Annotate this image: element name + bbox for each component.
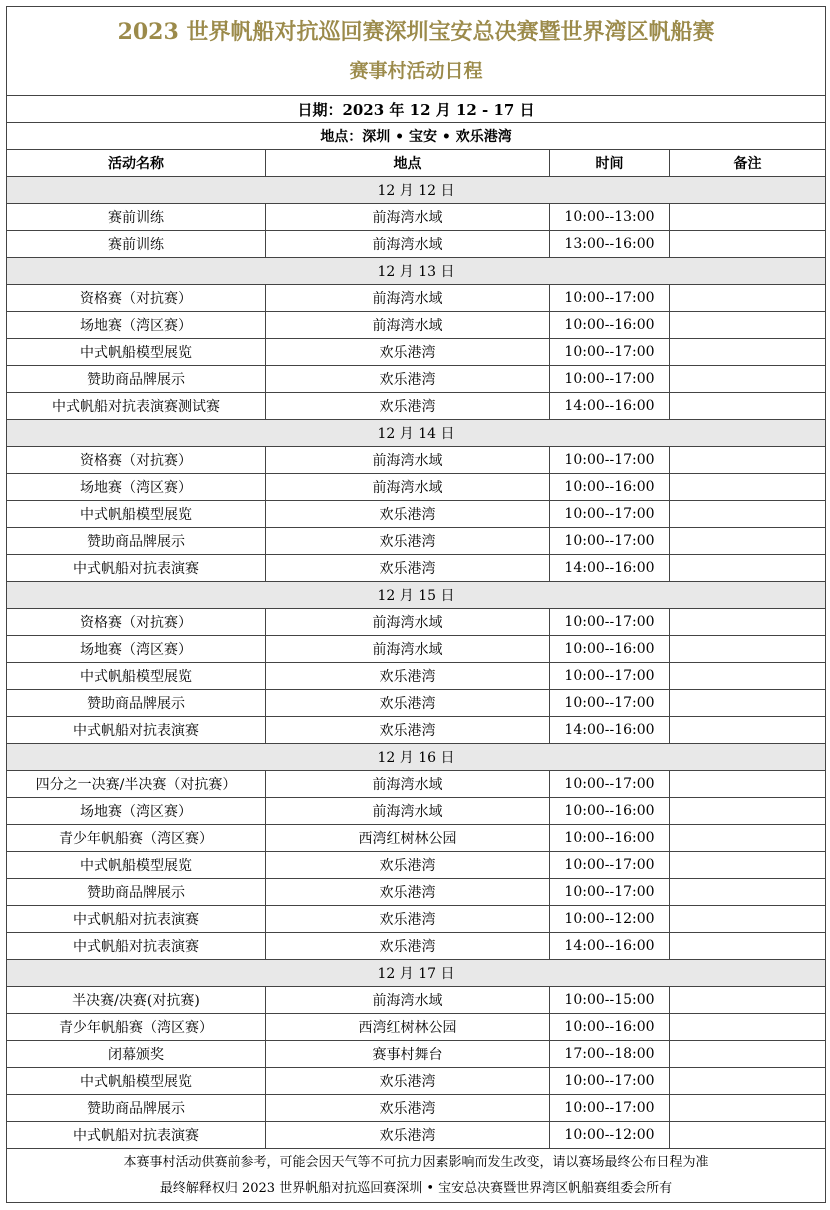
table-row bbox=[7, 339, 826, 366]
activity-name: 资格赛（对抗赛） bbox=[7, 285, 266, 312]
activity-location: 前海湾水域 bbox=[266, 231, 550, 258]
header-row bbox=[7, 150, 826, 177]
day-label: 12 月 14 日 bbox=[7, 420, 826, 447]
table-row bbox=[7, 1122, 826, 1149]
table-row bbox=[7, 663, 826, 690]
table-row bbox=[7, 285, 826, 312]
activity-time: 14:00--16:00 bbox=[550, 555, 670, 582]
activity-notes bbox=[670, 393, 826, 420]
activity-name: 青少年帆船赛（湾区赛） bbox=[7, 1014, 266, 1041]
activity-name: 半决赛/决赛(对抗赛) bbox=[7, 987, 266, 1014]
activity-location: 前海湾水域 bbox=[266, 771, 550, 798]
table-row bbox=[7, 231, 826, 258]
day-label: 12 月 16 日 bbox=[7, 744, 826, 771]
activity-location: 西湾红树林公园 bbox=[266, 1014, 550, 1041]
activity-notes bbox=[670, 771, 826, 798]
activity-name: 赞助商品牌展示 bbox=[7, 366, 266, 393]
table-row bbox=[7, 1014, 826, 1041]
table-row bbox=[7, 1041, 826, 1068]
day-row bbox=[7, 960, 826, 987]
activity-time: 13:00--16:00 bbox=[550, 231, 670, 258]
activity-location: 欢乐港湾 bbox=[266, 879, 550, 906]
activity-time: 10:00--13:00 bbox=[550, 204, 670, 231]
activity-notes bbox=[670, 987, 826, 1014]
activity-time: 10:00--17:00 bbox=[550, 852, 670, 879]
activity-location: 欢乐港湾 bbox=[266, 663, 550, 690]
table-row bbox=[7, 825, 826, 852]
title-cell bbox=[7, 7, 826, 96]
title-row bbox=[7, 7, 826, 96]
table-row bbox=[7, 879, 826, 906]
schedule-table bbox=[6, 6, 826, 1203]
activity-name: 中式帆船对抗表演赛 bbox=[7, 906, 266, 933]
activity-notes bbox=[670, 447, 826, 474]
activity-location: 前海湾水域 bbox=[266, 636, 550, 663]
activity-notes bbox=[670, 879, 826, 906]
header-location: 地点 bbox=[266, 150, 550, 177]
table-row bbox=[7, 690, 826, 717]
activity-time: 10:00--16:00 bbox=[550, 798, 670, 825]
activity-notes bbox=[670, 906, 826, 933]
activity-name: 中式帆船模型展览 bbox=[7, 1068, 266, 1095]
activity-notes bbox=[670, 1068, 826, 1095]
activity-name: 赞助商品牌展示 bbox=[7, 690, 266, 717]
day-row bbox=[7, 177, 826, 204]
activity-notes bbox=[670, 285, 826, 312]
activity-location: 前海湾水域 bbox=[266, 204, 550, 231]
activity-name: 中式帆船对抗表演赛 bbox=[7, 1122, 266, 1149]
activity-name: 闭幕颁奖 bbox=[7, 1041, 266, 1068]
activity-time: 14:00--16:00 bbox=[550, 933, 670, 960]
activity-name: 中式帆船对抗表演赛 bbox=[7, 933, 266, 960]
document-title: 2023 世界帆船对抗巡回赛深圳宝安总决赛暨世界湾区帆船赛 bbox=[117, 19, 715, 45]
activity-name: 青少年帆船赛（湾区赛） bbox=[7, 825, 266, 852]
activity-location: 欢乐港湾 bbox=[266, 933, 550, 960]
activity-notes bbox=[670, 1095, 826, 1122]
activity-time: 14:00--16:00 bbox=[550, 717, 670, 744]
activity-location: 欢乐港湾 bbox=[266, 528, 550, 555]
activity-notes bbox=[670, 204, 826, 231]
activity-location: 欢乐港湾 bbox=[266, 906, 550, 933]
activity-location: 欢乐港湾 bbox=[266, 1122, 550, 1149]
table-row bbox=[7, 1068, 826, 1095]
activity-notes bbox=[670, 636, 826, 663]
activity-location: 欢乐港湾 bbox=[266, 339, 550, 366]
activity-notes bbox=[670, 1014, 826, 1041]
activity-notes bbox=[670, 1122, 826, 1149]
table-row bbox=[7, 204, 826, 231]
activity-time: 17:00--18:00 bbox=[550, 1041, 670, 1068]
table-row bbox=[7, 771, 826, 798]
footer-disclaimer: 本赛事村活动供赛前参考，可能会因天气等不可抗力因素影响而发生改变，请以赛场最终公布日程为准 bbox=[123, 1154, 709, 1170]
table-row bbox=[7, 798, 826, 825]
activity-location: 前海湾水域 bbox=[266, 447, 550, 474]
activity-notes bbox=[670, 1041, 826, 1068]
activity-name: 场地赛（湾区赛） bbox=[7, 474, 266, 501]
activity-time: 10:00--17:00 bbox=[550, 663, 670, 690]
activity-notes bbox=[670, 501, 826, 528]
table-row bbox=[7, 852, 826, 879]
activity-location: 欢乐港湾 bbox=[266, 1068, 550, 1095]
activity-name: 四分之一决赛/半决赛（对抗赛） bbox=[7, 771, 266, 798]
activity-location: 前海湾水域 bbox=[266, 609, 550, 636]
activity-time: 10:00--17:00 bbox=[550, 1095, 670, 1122]
activity-time: 10:00--17:00 bbox=[550, 528, 670, 555]
table-row bbox=[7, 555, 826, 582]
activity-time: 10:00--17:00 bbox=[550, 1068, 670, 1095]
date-row bbox=[7, 96, 826, 123]
table-row bbox=[7, 528, 826, 555]
activity-name: 赛前训练 bbox=[7, 204, 266, 231]
activity-location: 欢乐港湾 bbox=[266, 690, 550, 717]
activity-time: 10:00--17:00 bbox=[550, 339, 670, 366]
activity-name: 场地赛（湾区赛） bbox=[7, 798, 266, 825]
table-row bbox=[7, 393, 826, 420]
table-row bbox=[7, 609, 826, 636]
day-row bbox=[7, 744, 826, 771]
footer-rights: 最终解释权归 2023 世界帆船对抗巡回赛深圳 • 宝安总决赛暨世界湾区帆船赛组委会所有 bbox=[159, 1180, 673, 1196]
activity-location: 欢乐港湾 bbox=[266, 555, 550, 582]
table-row bbox=[7, 717, 826, 744]
table-row bbox=[7, 501, 826, 528]
activity-time: 10:00--16:00 bbox=[550, 312, 670, 339]
activity-time: 10:00--17:00 bbox=[550, 879, 670, 906]
activity-name: 中式帆船对抗表演赛 bbox=[7, 555, 266, 582]
header-time: 时间 bbox=[550, 150, 670, 177]
activity-location: 前海湾水域 bbox=[266, 987, 550, 1014]
activity-notes bbox=[670, 366, 826, 393]
activity-time: 10:00--17:00 bbox=[550, 690, 670, 717]
activity-notes bbox=[670, 717, 826, 744]
activity-notes bbox=[670, 474, 826, 501]
activity-location: 欢乐港湾 bbox=[266, 501, 550, 528]
activity-location: 西湾红树林公园 bbox=[266, 825, 550, 852]
activity-notes bbox=[670, 690, 826, 717]
table-row bbox=[7, 906, 826, 933]
table-row bbox=[7, 366, 826, 393]
activity-location: 欢乐港湾 bbox=[266, 852, 550, 879]
activity-location: 欢乐港湾 bbox=[266, 393, 550, 420]
date-line: 日期：2023 年 12 月 12 - 17 日 bbox=[7, 96, 826, 123]
table-row bbox=[7, 447, 826, 474]
activity-name: 中式帆船模型展览 bbox=[7, 339, 266, 366]
table-row bbox=[7, 312, 826, 339]
activity-notes bbox=[670, 798, 826, 825]
activity-name: 中式帆船模型展览 bbox=[7, 501, 266, 528]
activity-notes bbox=[670, 231, 826, 258]
activity-notes bbox=[670, 933, 826, 960]
activity-time: 10:00--15:00 bbox=[550, 987, 670, 1014]
activity-time: 10:00--17:00 bbox=[550, 366, 670, 393]
activity-name: 中式帆船模型展览 bbox=[7, 852, 266, 879]
activity-notes bbox=[670, 663, 826, 690]
document-subtitle: 赛事村活动日程 bbox=[349, 60, 483, 82]
table-row bbox=[7, 636, 826, 663]
activity-name: 场地赛（湾区赛） bbox=[7, 636, 266, 663]
activity-time: 10:00--17:00 bbox=[550, 771, 670, 798]
day-label: 12 月 17 日 bbox=[7, 960, 826, 987]
footer-cell bbox=[7, 1149, 826, 1203]
activity-name: 中式帆船对抗表演赛测试赛 bbox=[7, 393, 266, 420]
activity-name: 赞助商品牌展示 bbox=[7, 1095, 266, 1122]
table-row bbox=[7, 474, 826, 501]
day-row bbox=[7, 420, 826, 447]
activity-location: 前海湾水域 bbox=[266, 285, 550, 312]
activity-time: 10:00--17:00 bbox=[550, 285, 670, 312]
activity-time: 10:00--17:00 bbox=[550, 609, 670, 636]
activity-name: 资格赛（对抗赛） bbox=[7, 447, 266, 474]
activity-time: 14:00--16:00 bbox=[550, 393, 670, 420]
day-label: 12 月 13 日 bbox=[7, 258, 826, 285]
activity-notes bbox=[670, 852, 826, 879]
activity-location: 欢乐港湾 bbox=[266, 366, 550, 393]
table-row bbox=[7, 987, 826, 1014]
activity-time: 10:00--12:00 bbox=[550, 906, 670, 933]
activity-location: 前海湾水域 bbox=[266, 798, 550, 825]
activity-time: 10:00--16:00 bbox=[550, 825, 670, 852]
activity-name: 资格赛（对抗赛） bbox=[7, 609, 266, 636]
activity-location: 赛事村舞台 bbox=[266, 1041, 550, 1068]
header-notes: 备注 bbox=[670, 150, 826, 177]
activity-notes bbox=[670, 312, 826, 339]
activity-time: 10:00--17:00 bbox=[550, 447, 670, 474]
activity-notes bbox=[670, 339, 826, 366]
day-row bbox=[7, 582, 826, 609]
activity-location: 欢乐港湾 bbox=[266, 1095, 550, 1122]
activity-time: 10:00--16:00 bbox=[550, 474, 670, 501]
place-line: 地点：深圳 • 宝安 • 欢乐港湾 bbox=[7, 123, 826, 150]
activity-notes bbox=[670, 555, 826, 582]
activity-location: 欢乐港湾 bbox=[266, 717, 550, 744]
footer-row bbox=[7, 1149, 826, 1203]
activity-time: 10:00--12:00 bbox=[550, 1122, 670, 1149]
activity-name: 中式帆船对抗表演赛 bbox=[7, 717, 266, 744]
activity-location: 前海湾水域 bbox=[266, 312, 550, 339]
day-row bbox=[7, 258, 826, 285]
activity-time: 10:00--17:00 bbox=[550, 501, 670, 528]
activity-name: 赞助商品牌展示 bbox=[7, 879, 266, 906]
activity-name: 赞助商品牌展示 bbox=[7, 528, 266, 555]
activity-name: 赛前训练 bbox=[7, 231, 266, 258]
place-row bbox=[7, 123, 826, 150]
activity-notes bbox=[670, 825, 826, 852]
activity-time: 10:00--16:00 bbox=[550, 636, 670, 663]
activity-time: 10:00--16:00 bbox=[550, 1014, 670, 1041]
header-name: 活动名称 bbox=[7, 150, 266, 177]
activity-name: 场地赛（湾区赛） bbox=[7, 312, 266, 339]
activity-name: 中式帆船模型展览 bbox=[7, 663, 266, 690]
activity-notes bbox=[670, 609, 826, 636]
table-row bbox=[7, 1095, 826, 1122]
day-label: 12 月 15 日 bbox=[7, 582, 826, 609]
table-row bbox=[7, 933, 826, 960]
activity-location: 前海湾水域 bbox=[266, 474, 550, 501]
day-label: 12 月 12 日 bbox=[7, 177, 826, 204]
activity-notes bbox=[670, 528, 826, 555]
